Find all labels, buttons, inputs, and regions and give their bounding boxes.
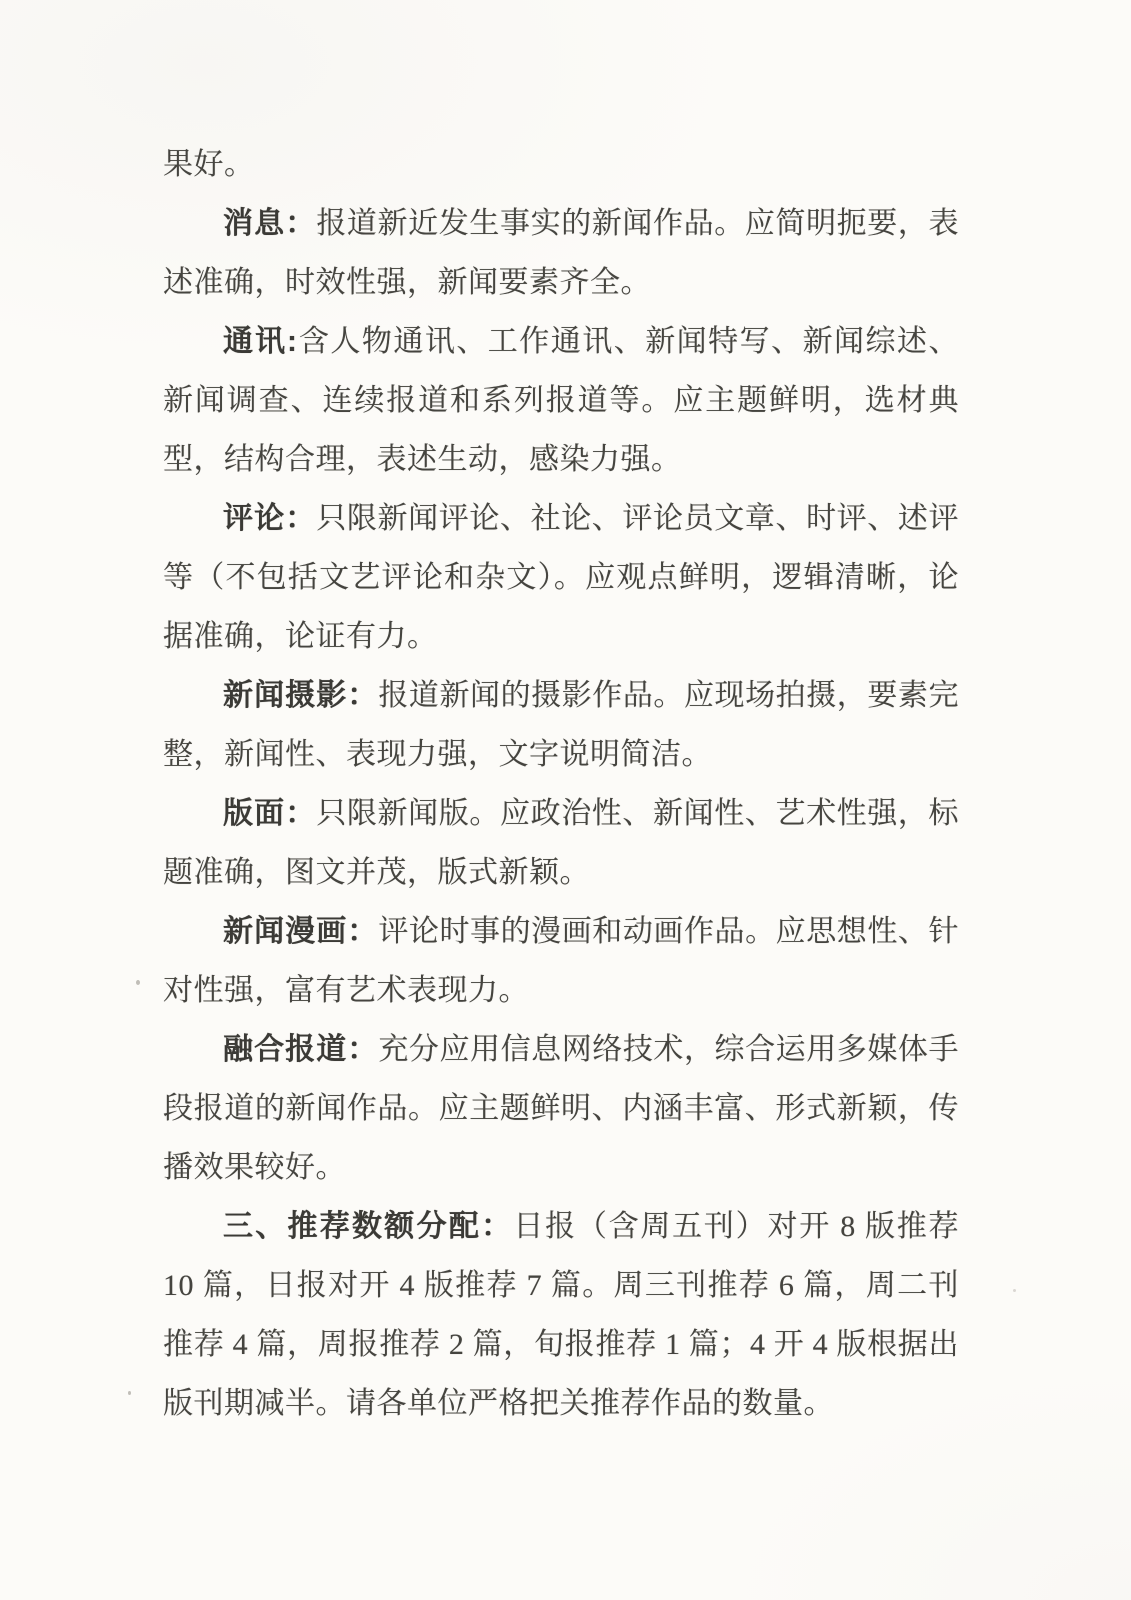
paragraph-lead: 通讯: <box>223 325 298 358</box>
paragraph-lead: 版面： <box>223 797 317 830</box>
paragraph <box>163 312 959 489</box>
paragraph-text: 报道新近发生事实的新闻作品。应简明扼要，表述准确，时效性强，新闻要素齐全。 <box>163 207 960 299</box>
paragraph-text: 含人物通讯、工作通讯、新闻特写、新闻综述、新闻调查、连续报道和系列报道等。应主题鲜明，选材典型，结构合理，表述生动，感染力强。 <box>163 325 959 476</box>
paragraph-lead: 消息： <box>223 207 317 240</box>
paragraph <box>163 194 959 312</box>
scan-speck <box>1013 1289 1016 1292</box>
paragraph-text: 只限新闻评论、社论、评论员文章、时评、述评等（不包括文艺评论和杂文）。应观点鲜明，逻辑清晰，论据准确，论证有力。 <box>163 502 960 653</box>
document-body <box>163 135 959 1433</box>
paragraph-lead: 三、推荐数额分配： <box>223 1210 514 1243</box>
paragraph-text: 充分应用信息网络技术，综合运用多媒体手段报道的新闻作品。应主题鲜明、内涵丰富、形式新颖，传播效果较好。 <box>163 1033 960 1184</box>
paragraph <box>163 489 959 666</box>
paragraph <box>163 902 959 1020</box>
paragraph-lead: 融合报道： <box>223 1033 379 1066</box>
scan-speck <box>136 980 140 985</box>
paragraph-lead: 新闻漫画： <box>223 915 379 948</box>
scan-speck <box>128 1391 131 1395</box>
paragraph <box>163 784 959 902</box>
paragraph <box>163 1197 959 1433</box>
paragraph-lead: 新闻摄影： <box>223 679 379 712</box>
paragraph <box>163 1020 959 1197</box>
paragraph <box>163 135 959 194</box>
paragraph-text: 报道新闻的摄影作品。应现场拍摄，要素完整，新闻性、表现力强，文字说明简洁。 <box>163 679 960 771</box>
paragraph-text: 果好。 <box>163 148 255 181</box>
paragraph-lead: 评论： <box>223 502 317 535</box>
paragraph-text: 只限新闻版。应政治性、新闻性、艺术性强，标题准确，图文并茂，版式新颖。 <box>163 797 960 889</box>
paragraph <box>163 666 959 784</box>
paragraph-text: 评论时事的漫画和动画作品。应思想性、针对性强，富有艺术表现力。 <box>163 915 960 1007</box>
paragraph-text: 日报（含周五刊）对开 8 版推荐 10 篇，日报对开 4 版推荐 7 篇。周三刊推荐 6 篇，周二刊推荐 4 篇，周报推荐 2 篇，旬报推荐 1 篇；4 开 4 版根据出版刊期减半。请各单位严格把关推荐作品的数量。 <box>163 1210 960 1420</box>
